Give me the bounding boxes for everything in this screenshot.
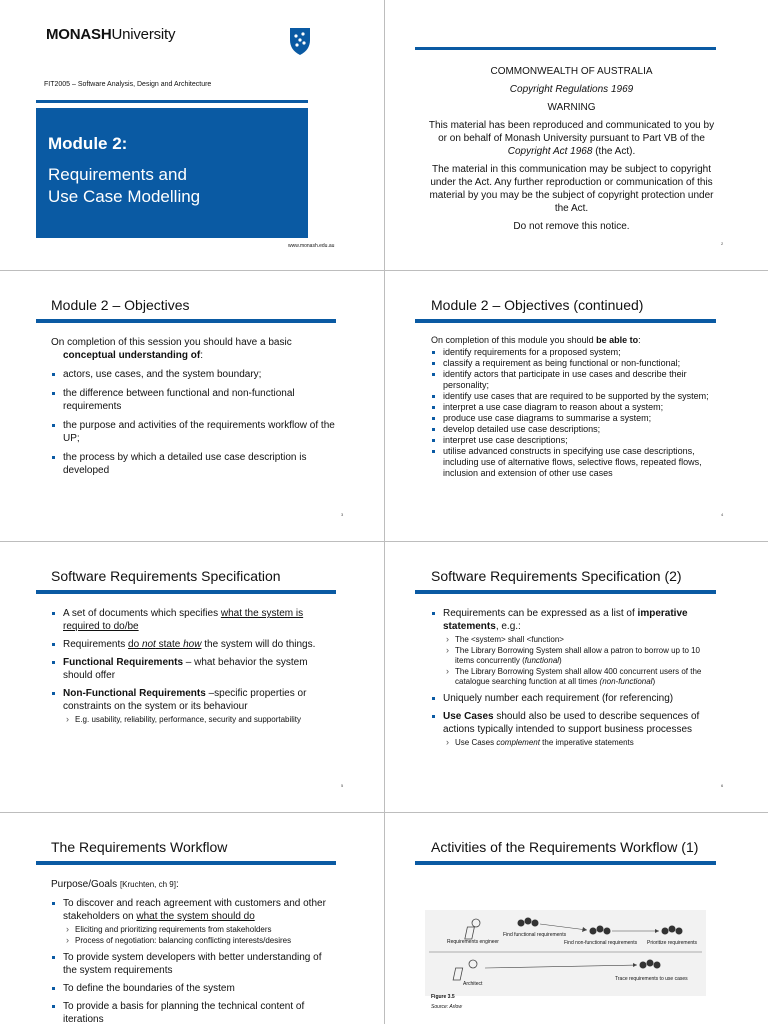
activity-prioritize: Prioritize requirements xyxy=(647,940,698,946)
srs2-subpoint: › The <system> shall <function> xyxy=(443,635,716,645)
slide-body: Purpose/Goals [Kruchten, ch 9]: To discover and reach agreement with customers and other stakeholders on what the system should do › Eliciting and prioritizing requirements from stakeholders › Process of negotiation: balancing conflicting interests/desires To provide system developers with better understanding of the system requirements To define the boundaries of the system To provide a basis for planning the technical content of iterations xyxy=(51,878,331,1024)
srs-point: Requirements do not state how the system will do things. xyxy=(51,638,331,651)
title-rule xyxy=(415,590,716,594)
module-name: Requirements and Use Case Modelling xyxy=(48,165,201,206)
slide-body xyxy=(431,607,716,753)
slide-4 xyxy=(385,271,768,541)
slide-2 xyxy=(385,0,768,270)
copyright-notice: COMMONWEALTH OF AUSTRALIA Copyright Regulations 1969 WARNING This material has been reproduced and communicated to you by or on behalf of Monash University pursuant to Part VB of the Copyright Act 1968 (the Act). The material in this communication may be subject to copyright under the Act. Any further reproduction or communication of this material by you may be the subject of copyright protection under the Act. Do not remove this notice. xyxy=(428,66,715,232)
title-rule xyxy=(415,861,716,865)
workflow-goal: To discover and reach agreement with customers and other stakeholders on what the system should do › Eliciting and prioritizing requirements from stakeholders › Process of negotiation: balancing conflicting interests/desires xyxy=(51,897,331,946)
objective-item: interpret use case descriptions; xyxy=(431,435,716,446)
objective-item: identify actors that participate in use cases and describe their personality; xyxy=(431,369,716,391)
monash-logo: MONASHUniversity xyxy=(46,26,176,43)
srs2-point: Requirements can be expressed as a list of imperative statements, e.g.: › The <system> shall <function> › The Library Borrowing System shall allow a patron to borrow up to 10 items concurrently (functional) › The Library Borrowing System shall allow 400 concurrent users of the catalogue searching function at all times (non-functional) xyxy=(431,607,716,687)
slide-3 xyxy=(0,271,383,541)
srs2-subpoint: › The Library Borrowing System shall allow 400 concurrent users of the catalogue searching function at all times (non-functional) xyxy=(443,667,716,687)
srs2-subpoint: › Use Cases complement the imperative statements xyxy=(443,738,716,748)
srs2-subpoint: › The Library Borrowing System shall allow a patron to borrow up to 10 items concurrently (functional) xyxy=(443,646,716,666)
slide-5 xyxy=(0,542,383,812)
objective-item: identify requirements for a proposed system; xyxy=(431,347,716,358)
workflow-goal: To provide a basis for planning the technical content of iterations xyxy=(51,1000,331,1024)
title-rule xyxy=(36,590,336,594)
objective-item: actors, use cases, and the system boundary; xyxy=(51,368,336,381)
activity-find-nonfunctional: Find non-functional requirements xyxy=(564,940,638,946)
slide-body: On completion of this module you should be able to: identify requirements for a proposed system; classify a requirement as being functional or non-functional; identify actors that participate in use cases and describe their personality; identify use cases that are required to be supported by the system; interpret a use case diagram to reason about a system; produce use case diagrams to summarise a system; develop detailed use case descriptions; interpret use case descriptions; utilise advanced constructs in specifying use case descriptions, including use of alternative flows, selective flows, repeated flows, inclusion and extension of other use cases xyxy=(431,335,716,479)
slide-title: Module 2 – Objectives (continued) xyxy=(431,297,644,313)
figure-source: Source: Arlow xyxy=(431,1004,462,1010)
module-number: Module 2: xyxy=(48,134,128,153)
objective-item: the process by which a detailed use case description is developed xyxy=(51,451,336,477)
workflow-subgoal: › Process of negotiation: balancing conflicting interests/desires xyxy=(63,936,331,946)
srs2-point: Use Cases should also be used to describe sequences of actions typically intended to support business processes › Use Cases complement the imperative statements xyxy=(431,710,716,748)
page-number: 4 xyxy=(721,512,724,517)
objective-item: utilise advanced constructs in specifying use case descriptions, including use of alternative flows, selective flows, repeated flows, inclusion and extension of other use cases xyxy=(431,446,716,479)
srs-subpoint: › E.g. usability, reliability, performance, security and supportability xyxy=(63,715,331,725)
header-rule xyxy=(415,47,716,50)
monash-crest-icon xyxy=(288,26,312,56)
srs-point: Functional Requirements – what behavior the system should offer xyxy=(51,656,331,682)
actor-requirements-engineer: Requirements engineer xyxy=(447,939,499,945)
slide-title: Activities of the Requirements Workflow (1) xyxy=(431,839,699,855)
module-title-box xyxy=(36,108,308,238)
srs-point: Non-Functional Requirements –specific properties or constraints on the system or its behaviour › E.g. usability, reliability, performance, security and supportability xyxy=(51,687,331,725)
figure-caption: Figure 3.5 xyxy=(431,994,455,1000)
objective-item: interpret a use case diagram to reason about a system; xyxy=(431,402,716,413)
objective-item: produce use case diagrams to summarise a system; xyxy=(431,413,716,424)
title-rule xyxy=(36,861,336,865)
slide-body xyxy=(51,607,331,730)
workflow-subgoal: › Eliciting and prioritizing requirements from stakeholders xyxy=(63,925,331,935)
slide-title: Software Requirements Specification (2) xyxy=(431,568,682,584)
objective-item: develop detailed use case descriptions; xyxy=(431,424,716,435)
title-rule xyxy=(36,319,336,323)
slide-8 xyxy=(385,813,768,1024)
slide-title: Software Requirements Specification xyxy=(51,568,281,584)
header-rule xyxy=(36,100,308,103)
page-number: 2 xyxy=(721,241,724,246)
srs-point: A set of documents which specifies what the system is required to do/be xyxy=(51,607,331,633)
workflow-goal: To define the boundaries of the system xyxy=(51,982,331,995)
activity-trace: Trace requirements to use cases xyxy=(615,976,688,982)
objective-item: the difference between functional and non-functional requirements xyxy=(51,387,336,413)
slide-body: On completion of this session you should have a basic conceptual understanding of: actors, use cases, and the system boundary; the difference between functional and non-functional requirements the purpose and activities of the requirements workflow of the UP; the process by which a detailed use case description is developed xyxy=(51,337,335,476)
slide-1 xyxy=(0,0,383,270)
objective-item: the purpose and activities of the requirements workflow of the UP; xyxy=(51,419,336,445)
page-number: 3 xyxy=(341,512,344,517)
university-url[interactable]: www.monash.edu.au xyxy=(288,243,335,249)
course-code: FIT2005 – Software Analysis, Design and Architecture xyxy=(44,81,212,88)
page-number: 5 xyxy=(341,783,344,788)
slide-title: Module 2 – Objectives xyxy=(51,297,190,313)
workflow-diagram xyxy=(425,910,706,996)
slide-7 xyxy=(0,813,383,1024)
page-number: 6 xyxy=(721,783,724,788)
objective-item: classify a requirement as being functional or non-functional; xyxy=(431,358,716,369)
objective-item: identify use cases that are required to be supported by the system; xyxy=(431,391,716,402)
slide-title: The Requirements Workflow xyxy=(51,839,228,855)
activity-find-functional: Find functional requirements xyxy=(503,932,567,938)
workflow-goal: To provide system developers with better understanding of the system requirements xyxy=(51,951,331,977)
srs2-point: Uniquely number each requirement (for referencing) xyxy=(431,692,716,705)
slide-6 xyxy=(385,542,768,812)
title-rule xyxy=(415,319,716,323)
actor-architect: Architect xyxy=(463,981,483,987)
